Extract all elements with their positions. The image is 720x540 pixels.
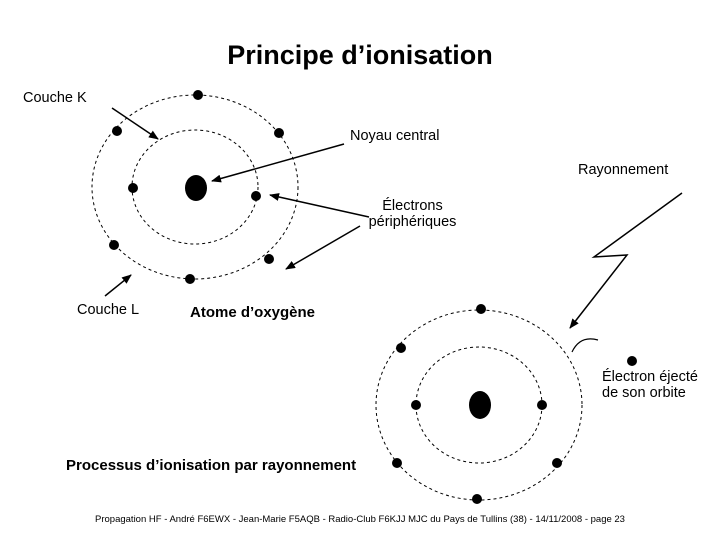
label-electron-ejecte bbox=[602, 369, 698, 401]
label-electrons-line1: Électrons bbox=[382, 198, 443, 214]
nucleus bbox=[185, 175, 207, 201]
ejected-electron bbox=[627, 356, 637, 366]
label-electrons-peripheriques bbox=[355, 198, 470, 230]
arrow-noyau bbox=[212, 144, 344, 181]
electron bbox=[396, 343, 406, 353]
arrow-couche-l bbox=[105, 275, 131, 296]
electron bbox=[109, 240, 119, 250]
label-couche-l: Couche L bbox=[77, 302, 140, 318]
label-atome-oxygene: Atome d’oxygène bbox=[190, 304, 316, 321]
label-noyau-central: Noyau central bbox=[350, 128, 440, 144]
electron bbox=[392, 458, 402, 468]
electron bbox=[112, 126, 122, 136]
label-ejecte-line1: Électron éjecté bbox=[602, 369, 698, 385]
electron bbox=[274, 128, 284, 138]
radiation-bolt bbox=[570, 193, 682, 328]
label-ejecte-line2: de son orbite bbox=[602, 385, 686, 401]
ejection-arc bbox=[572, 339, 598, 352]
nucleus bbox=[469, 391, 491, 419]
electron bbox=[185, 274, 195, 284]
footer-text: Propagation HF - André F6EWX - Jean-Marie F5AQB - Radio-Club F6KJJ MJC du Pays de Tullins (38) - 14/11/2008 - page 23 bbox=[95, 514, 625, 525]
electron bbox=[537, 400, 547, 410]
electron bbox=[476, 304, 486, 314]
label-rayonnement: Rayonnement bbox=[578, 162, 669, 178]
label-electrons-line2: périphériques bbox=[368, 214, 457, 230]
electron bbox=[472, 494, 482, 504]
oxygen-atom bbox=[92, 90, 298, 284]
electron bbox=[251, 191, 261, 201]
label-couche-k: Couche K bbox=[23, 90, 87, 106]
electron bbox=[193, 90, 203, 100]
page-title: Principe d’ionisation bbox=[227, 40, 493, 70]
arrow-electrons-2 bbox=[286, 226, 360, 269]
electron bbox=[552, 458, 562, 468]
electron bbox=[264, 254, 274, 264]
ionized-atom bbox=[376, 304, 637, 504]
electron bbox=[411, 400, 421, 410]
label-processus: Processus d’ionisation par rayonnement bbox=[66, 457, 357, 474]
electron bbox=[128, 183, 138, 193]
